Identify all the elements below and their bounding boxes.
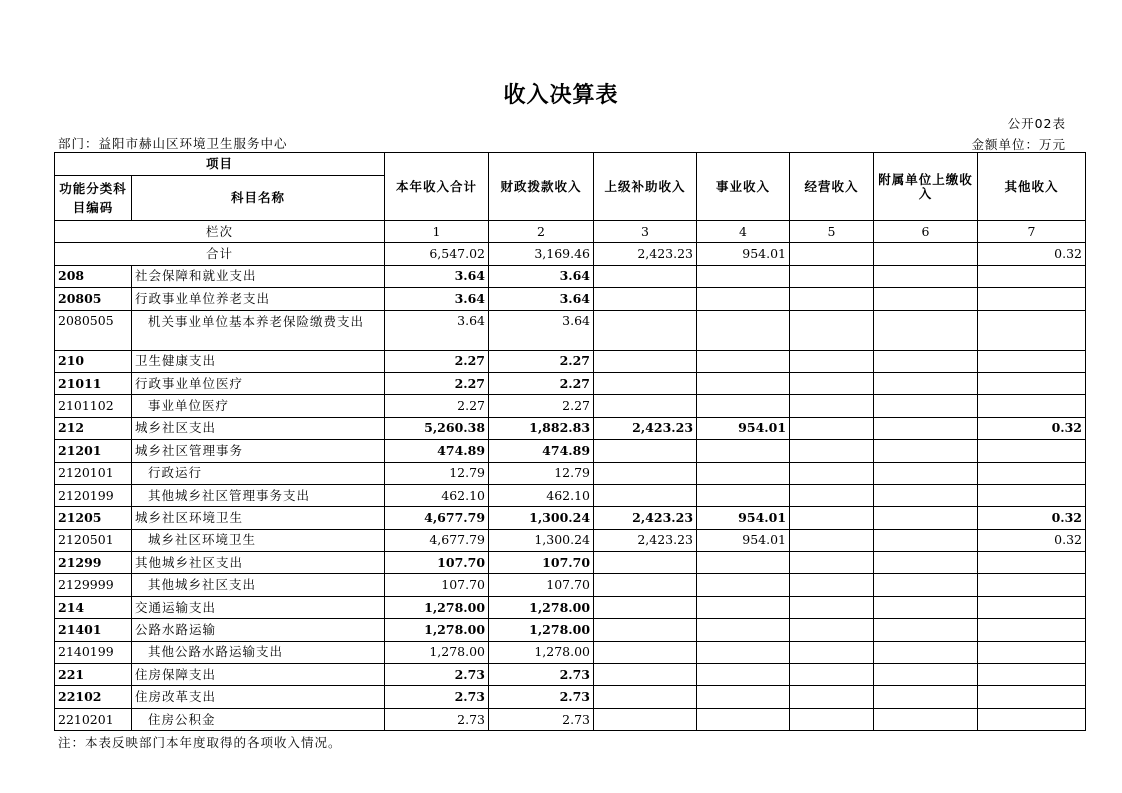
subject-name: 城乡社区支出 — [132, 417, 385, 439]
amount-cell — [790, 686, 874, 708]
table-row — [55, 574, 1086, 596]
subject-code: 21299 — [55, 552, 132, 574]
amount-cell — [594, 440, 697, 462]
amount-cell — [874, 708, 978, 730]
amount-cell: 0.32 — [978, 507, 1086, 529]
amount-cell — [697, 552, 790, 574]
amount-cell — [697, 574, 790, 596]
table-row — [55, 440, 1086, 462]
subject-code: 21205 — [55, 507, 132, 529]
amount-cell — [874, 395, 978, 417]
header-col-7: 其他收入 — [978, 153, 1086, 221]
amount-cell: 2.27 — [489, 372, 594, 394]
amount-cell — [978, 664, 1086, 686]
header-col-2: 财政拨款收入 — [489, 153, 594, 221]
table-row — [55, 596, 1086, 618]
amount-cell — [978, 574, 1086, 596]
amount-cell — [790, 641, 874, 663]
subject-name: 其他城乡社区支出 — [132, 574, 385, 596]
amount-unit-label: 金额单位：万元 — [971, 137, 1066, 152]
amount-cell — [594, 574, 697, 596]
amount-cell — [790, 484, 874, 506]
column-number: 3 — [594, 221, 697, 243]
footnote: 注：本表反映部门本年度取得的各项收入情况。 — [58, 735, 342, 750]
amount-cell — [697, 596, 790, 618]
table-row — [55, 708, 1086, 730]
amount-cell: 3.64 — [385, 310, 489, 350]
amount-cell — [790, 440, 874, 462]
table-row — [55, 288, 1086, 310]
amount-cell: 2.73 — [489, 708, 594, 730]
department-label: 部门：益阳市赫山区环境卫生服务中心 — [58, 136, 288, 151]
total-value: 3,169.46 — [489, 243, 594, 265]
subject-name: 城乡社区环境卫生 — [132, 507, 385, 529]
table-row — [55, 350, 1086, 372]
amount-cell — [594, 596, 697, 618]
amount-cell — [697, 686, 790, 708]
amount-cell: 1,278.00 — [385, 619, 489, 641]
form-number: 公开02表 — [1007, 116, 1066, 131]
amount-cell: 2.73 — [489, 664, 594, 686]
subject-code: 214 — [55, 596, 132, 618]
amount-cell — [978, 596, 1086, 618]
amount-cell — [790, 529, 874, 551]
header-col-6: 附属单位上缴收入 — [874, 153, 978, 221]
amount-cell — [790, 417, 874, 439]
total-value: 6,547.02 — [385, 243, 489, 265]
amount-cell: 107.70 — [385, 552, 489, 574]
amount-cell — [874, 484, 978, 506]
amount-cell: 2,423.23 — [594, 529, 697, 551]
subject-code: 22102 — [55, 686, 132, 708]
amount-cell: 1,882.83 — [489, 417, 594, 439]
amount-cell — [697, 372, 790, 394]
header-name: 科目名称 — [132, 175, 385, 220]
header-col-4: 事业收入 — [697, 153, 790, 221]
amount-cell: 2.27 — [489, 395, 594, 417]
amount-cell — [790, 372, 874, 394]
subject-code: 2140199 — [55, 641, 132, 663]
subject-code: 21201 — [55, 440, 132, 462]
amount-cell — [697, 484, 790, 506]
amount-cell — [874, 596, 978, 618]
table-row — [55, 686, 1086, 708]
amount-cell — [790, 664, 874, 686]
subject-code: 2101102 — [55, 395, 132, 417]
amount-cell — [697, 440, 790, 462]
amount-cell — [594, 484, 697, 506]
amount-cell — [790, 310, 874, 350]
amount-cell: 2.73 — [385, 664, 489, 686]
table-body — [55, 265, 1086, 730]
subject-code: 212 — [55, 417, 132, 439]
amount-cell — [874, 507, 978, 529]
table-row — [55, 641, 1086, 663]
amount-cell — [790, 708, 874, 730]
subject-code: 2120199 — [55, 484, 132, 506]
amount-cell: 4,677.79 — [385, 507, 489, 529]
total-row — [55, 243, 1086, 265]
amount-cell — [594, 552, 697, 574]
amount-cell — [874, 641, 978, 663]
subject-name: 机关事业单位基本养老保险缴费支出 — [132, 310, 385, 350]
amount-cell: 954.01 — [697, 529, 790, 551]
total-value: 954.01 — [697, 243, 790, 265]
subject-code: 210 — [55, 350, 132, 372]
table-row — [55, 529, 1086, 551]
amount-cell — [697, 310, 790, 350]
amount-cell — [978, 265, 1086, 287]
subject-code: 2120101 — [55, 462, 132, 484]
income-statement-table — [54, 152, 1086, 731]
header-col-3: 上级补助收入 — [594, 153, 697, 221]
amount-cell — [790, 507, 874, 529]
page-title: 收入决算表 — [503, 83, 619, 108]
table-row — [55, 507, 1086, 529]
amount-cell — [697, 265, 790, 287]
amount-cell: 2,423.23 — [594, 417, 697, 439]
table-row — [55, 395, 1086, 417]
subject-name: 其他公路水路运输支出 — [132, 641, 385, 663]
table-row — [55, 417, 1086, 439]
amount-cell — [790, 288, 874, 310]
amount-cell — [790, 552, 874, 574]
amount-cell: 1,278.00 — [489, 619, 594, 641]
amount-cell — [790, 596, 874, 618]
header-row-1 — [55, 153, 1086, 176]
amount-cell — [978, 288, 1086, 310]
amount-cell — [790, 574, 874, 596]
amount-cell — [978, 462, 1086, 484]
amount-cell — [594, 372, 697, 394]
amount-cell: 954.01 — [697, 417, 790, 439]
column-number-row — [55, 221, 1086, 243]
amount-cell — [594, 265, 697, 287]
subject-code: 2080505 — [55, 310, 132, 350]
amount-cell: 2.27 — [385, 372, 489, 394]
amount-cell: 12.79 — [489, 462, 594, 484]
amount-cell: 1,278.00 — [385, 641, 489, 663]
column-number: 6 — [874, 221, 978, 243]
amount-cell — [594, 310, 697, 350]
amount-cell — [874, 552, 978, 574]
subject-name: 卫生健康支出 — [132, 350, 385, 372]
amount-cell — [594, 686, 697, 708]
subject-code: 21011 — [55, 372, 132, 394]
amount-cell — [594, 350, 697, 372]
amount-cell — [697, 395, 790, 417]
amount-cell — [697, 664, 790, 686]
table-row — [55, 265, 1086, 287]
amount-cell: 2,423.23 — [594, 507, 697, 529]
amount-cell — [874, 310, 978, 350]
amount-cell — [697, 641, 790, 663]
amount-cell: 2.27 — [385, 395, 489, 417]
amount-cell — [978, 552, 1086, 574]
amount-cell — [978, 350, 1086, 372]
amount-cell: 3.64 — [489, 265, 594, 287]
subject-name: 住房公积金 — [132, 708, 385, 730]
amount-cell — [978, 641, 1086, 663]
amount-cell: 474.89 — [489, 440, 594, 462]
amount-cell — [874, 288, 978, 310]
amount-cell: 2.27 — [489, 350, 594, 372]
amount-cell — [594, 288, 697, 310]
amount-cell: 3.64 — [489, 310, 594, 350]
subject-name: 其他城乡社区管理事务支出 — [132, 484, 385, 506]
amount-cell — [978, 372, 1086, 394]
amount-cell — [978, 484, 1086, 506]
subject-name: 行政事业单位医疗 — [132, 372, 385, 394]
header-project: 项目 — [55, 153, 385, 176]
amount-cell: 2.73 — [385, 686, 489, 708]
amount-cell — [790, 619, 874, 641]
table-row — [55, 664, 1086, 686]
column-number: 4 — [697, 221, 790, 243]
subject-name: 城乡社区环境卫生 — [132, 529, 385, 551]
amount-cell — [874, 664, 978, 686]
amount-cell: 462.10 — [489, 484, 594, 506]
amount-cell — [874, 686, 978, 708]
table-row — [55, 619, 1086, 641]
subject-code: 208 — [55, 265, 132, 287]
amount-cell: 5,260.38 — [385, 417, 489, 439]
amount-cell — [594, 462, 697, 484]
subject-code: 2129999 — [55, 574, 132, 596]
amount-cell — [697, 708, 790, 730]
header-col-5: 经营收入 — [790, 153, 874, 221]
table-row — [55, 552, 1086, 574]
amount-cell: 2.73 — [385, 708, 489, 730]
amount-cell — [978, 395, 1086, 417]
amount-cell: 107.70 — [489, 574, 594, 596]
column-number: 5 — [790, 221, 874, 243]
amount-cell — [594, 664, 697, 686]
amount-cell — [790, 265, 874, 287]
subject-name: 城乡社区管理事务 — [132, 440, 385, 462]
amount-cell: 1,278.00 — [385, 596, 489, 618]
amount-cell: 1,278.00 — [489, 596, 594, 618]
amount-cell: 3.64 — [385, 265, 489, 287]
amount-cell — [874, 440, 978, 462]
column-number: 7 — [978, 221, 1086, 243]
subject-code: 221 — [55, 664, 132, 686]
subject-name: 行政运行 — [132, 462, 385, 484]
subject-name: 行政事业单位养老支出 — [132, 288, 385, 310]
amount-cell — [697, 288, 790, 310]
amount-cell — [978, 686, 1086, 708]
amount-cell — [790, 462, 874, 484]
amount-cell: 954.01 — [697, 507, 790, 529]
amount-cell — [874, 265, 978, 287]
subject-name: 住房保障支出 — [132, 664, 385, 686]
amount-cell: 3.64 — [385, 288, 489, 310]
amount-cell — [594, 641, 697, 663]
amount-cell: 0.32 — [978, 529, 1086, 551]
subject-code: 20805 — [55, 288, 132, 310]
amount-cell: 2.73 — [489, 686, 594, 708]
amount-cell — [697, 619, 790, 641]
amount-cell — [978, 619, 1086, 641]
total-label: 合计 — [55, 243, 385, 265]
total-value — [874, 243, 978, 265]
amount-cell — [594, 395, 697, 417]
amount-cell: 2.27 — [385, 350, 489, 372]
amount-cell — [874, 529, 978, 551]
amount-cell — [594, 619, 697, 641]
total-value — [790, 243, 874, 265]
amount-cell — [874, 462, 978, 484]
subject-name: 公路水路运输 — [132, 619, 385, 641]
column-number: 2 — [489, 221, 594, 243]
subject-code: 2210201 — [55, 708, 132, 730]
amount-cell: 474.89 — [385, 440, 489, 462]
table-row — [55, 462, 1086, 484]
total-value: 0.32 — [978, 243, 1086, 265]
amount-cell: 107.70 — [385, 574, 489, 596]
amount-cell — [790, 395, 874, 417]
amount-cell — [978, 708, 1086, 730]
table-row — [55, 372, 1086, 394]
subject-name: 住房改革支出 — [132, 686, 385, 708]
amount-cell: 1,278.00 — [489, 641, 594, 663]
amount-cell — [874, 372, 978, 394]
amount-cell — [697, 350, 790, 372]
amount-cell — [874, 619, 978, 641]
subject-code: 21401 — [55, 619, 132, 641]
column-number: 1 — [385, 221, 489, 243]
subject-name: 社会保障和就业支出 — [132, 265, 385, 287]
amount-cell — [697, 462, 790, 484]
column-label: 栏次 — [55, 221, 385, 243]
amount-cell: 0.32 — [978, 417, 1086, 439]
subject-name: 交通运输支出 — [132, 596, 385, 618]
table-row — [55, 484, 1086, 506]
amount-cell — [978, 440, 1086, 462]
amount-cell — [874, 417, 978, 439]
amount-cell: 107.70 — [489, 552, 594, 574]
header-code: 功能分类科目编码 — [55, 175, 132, 220]
table-row — [55, 310, 1086, 350]
amount-cell — [874, 574, 978, 596]
amount-cell — [594, 708, 697, 730]
amount-cell — [874, 350, 978, 372]
subject-name: 其他城乡社区支出 — [132, 552, 385, 574]
amount-cell: 462.10 — [385, 484, 489, 506]
amount-cell: 1,300.24 — [489, 507, 594, 529]
total-value: 2,423.23 — [594, 243, 697, 265]
subject-code: 2120501 — [55, 529, 132, 551]
amount-cell: 12.79 — [385, 462, 489, 484]
subject-name: 事业单位医疗 — [132, 395, 385, 417]
amount-cell — [978, 310, 1086, 350]
header-col-1: 本年收入合计 — [385, 153, 489, 221]
amount-cell: 1,300.24 — [489, 529, 594, 551]
amount-cell: 4,677.79 — [385, 529, 489, 551]
amount-cell — [790, 350, 874, 372]
amount-cell: 3.64 — [489, 288, 594, 310]
